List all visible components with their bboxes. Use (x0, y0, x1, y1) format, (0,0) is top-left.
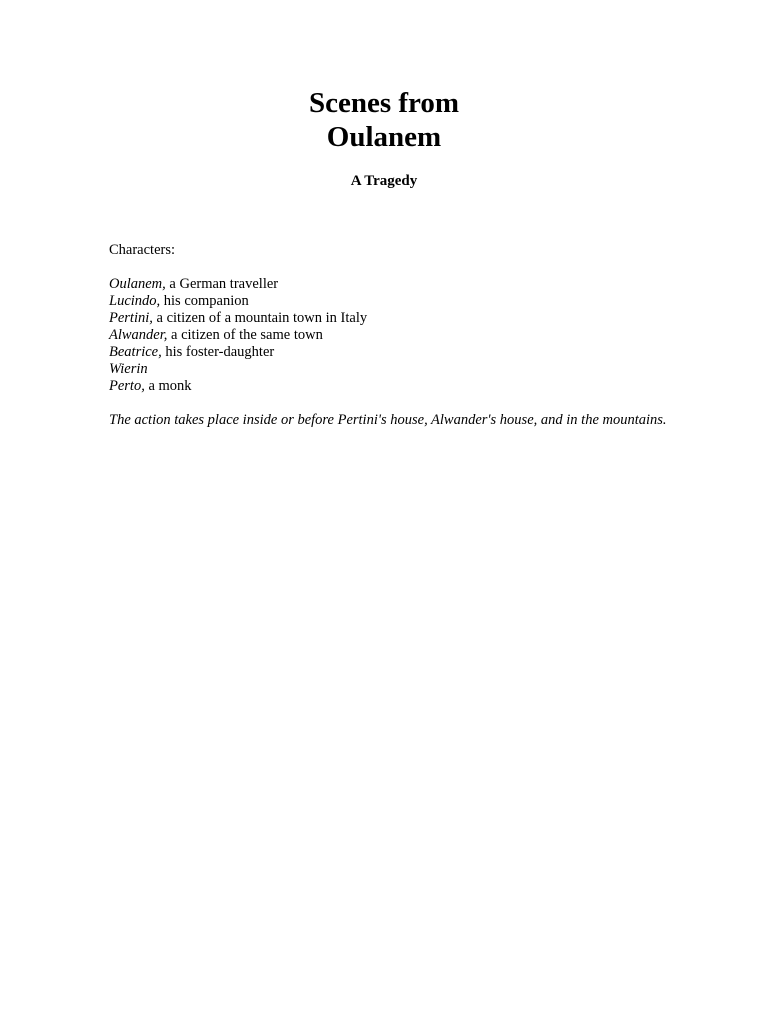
cast-description: a German traveller (165, 276, 279, 292)
cast-item (109, 310, 669, 327)
cast-item (109, 378, 669, 395)
cast-item (109, 361, 669, 378)
cast-description: his foster-daughter (161, 344, 275, 360)
cast-list (109, 276, 669, 395)
title-line-2: Oulanem (326, 121, 442, 153)
page-title (0, 86, 768, 154)
cast-name: Beatrice, (109, 344, 162, 360)
cast-description: a citizen of a mountain town in Italy (152, 310, 368, 326)
page-subtitle: A Tragedy (350, 173, 418, 189)
setting-note: The action takes place inside or before Pertini's house, Alwander's house, and in the mountains. (109, 412, 667, 428)
cast-item (109, 276, 669, 293)
cast-item (109, 327, 669, 344)
title-line-1: Scenes from (308, 87, 460, 119)
cast-name: Perto, (109, 378, 145, 394)
cast-item (109, 293, 669, 310)
cast-name: Lucindo, (109, 293, 161, 309)
cast-name: Oulanem, (109, 276, 166, 292)
characters-heading: Characters: (109, 242, 176, 258)
cast-name: Pertini, (109, 310, 153, 326)
cast-name: Wierin (109, 361, 148, 377)
cast-item (109, 344, 669, 361)
cast-description: a monk (144, 378, 192, 394)
cast-name: Alwander, (109, 327, 168, 343)
cast-description: a citizen of the same town (167, 327, 323, 343)
cast-description: his companion (160, 293, 249, 309)
